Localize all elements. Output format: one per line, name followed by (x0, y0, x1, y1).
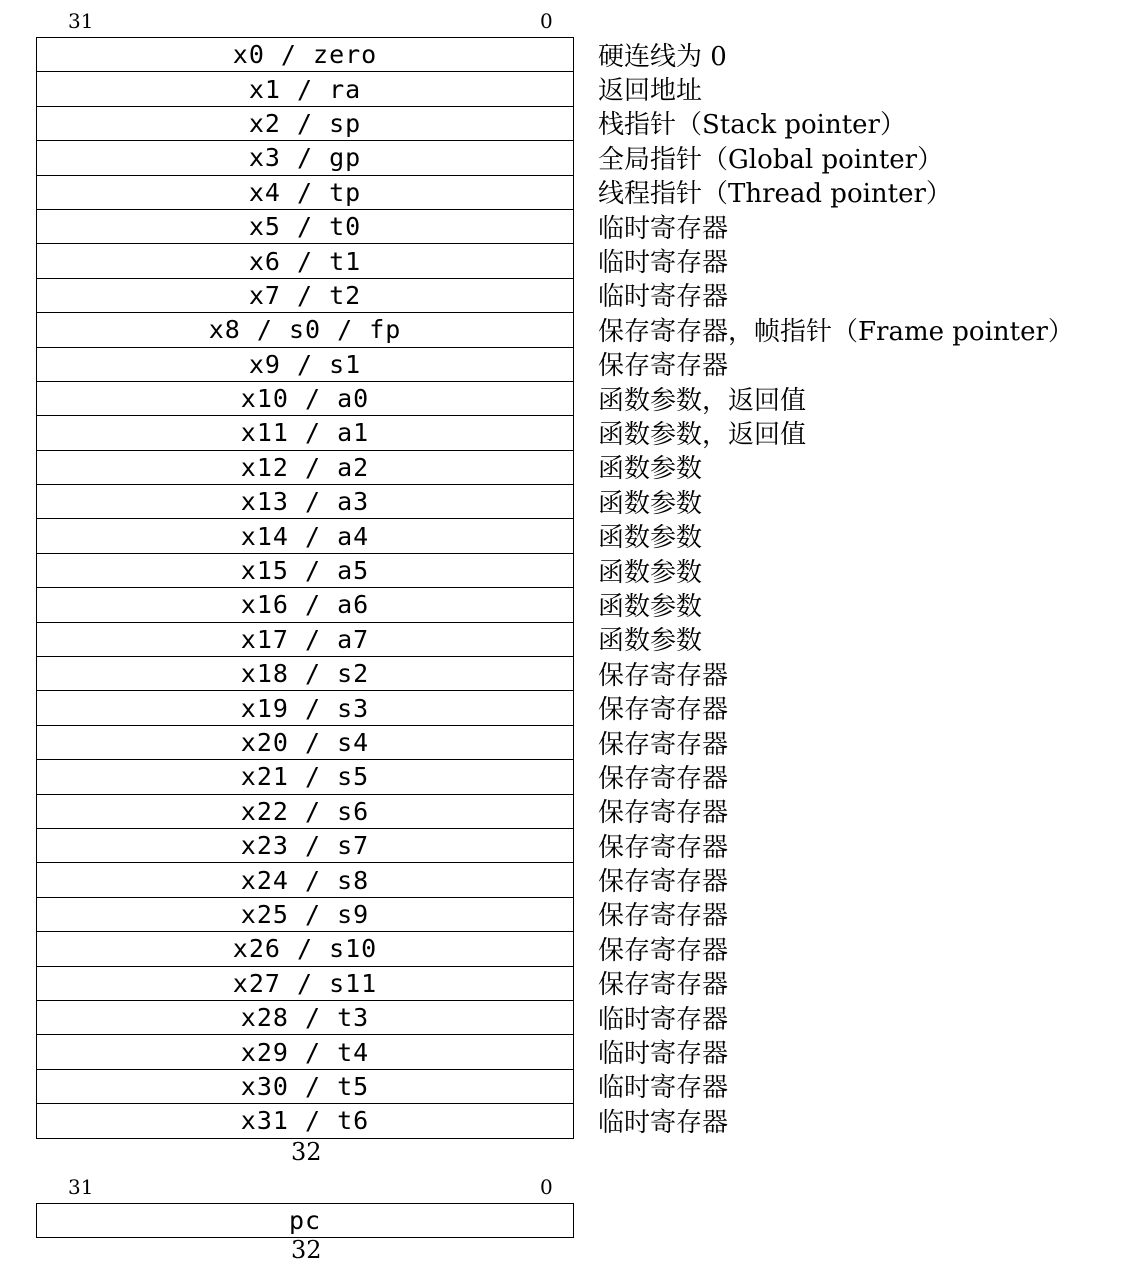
register-description: 临时寄存器 (598, 1073, 729, 1104)
register-cell: x19 / s3 (37, 691, 573, 725)
regfile-width-label: 32 (291, 1138, 322, 1166)
register-cell: x12 / a2 (37, 451, 573, 485)
register-description: 临时寄存器 (598, 248, 729, 279)
register-cell: x15 / a5 (37, 554, 573, 588)
register-cell: x23 / s7 (37, 829, 573, 863)
register-cell: x22 / s6 (37, 795, 573, 829)
register-description: 线程指针（Thread pointer） (598, 179, 952, 210)
register-cell: x26 / s10 (37, 932, 573, 966)
regfile-msb-label: 31 (68, 9, 94, 33)
register-description: 函数参数 (598, 488, 703, 519)
register-description: 返回地址 (598, 76, 703, 107)
register-cell: x25 / s9 (37, 898, 573, 932)
register-description: 保存寄存器 (598, 901, 729, 932)
register-description: 函数参数 (598, 557, 703, 588)
register-description: 保存寄存器 (598, 729, 729, 760)
register-description: 临时寄存器 (598, 213, 729, 244)
register-description: 函数参数，返回值 (598, 420, 807, 450)
register-description: 函数参数 (598, 523, 703, 554)
register-description: 保存寄存器 (598, 660, 729, 691)
register-cell: x4 / tp (37, 176, 573, 210)
register-description: 全局指针（Global pointer） (598, 144, 944, 175)
register-cell: x27 / s11 (37, 967, 573, 1001)
register-description: 保存寄存器 (598, 935, 729, 966)
register-description: 栈指针（Stack pointer） (598, 110, 906, 141)
register-description: 保存寄存器 (598, 832, 729, 863)
register-file (36, 37, 574, 1139)
register-cell: x14 / a4 (37, 519, 573, 553)
register-description: 保存寄存器 (598, 763, 729, 794)
register-description: 硬连线为 0 (598, 41, 727, 72)
pc-width-label: 32 (291, 1236, 322, 1264)
register-description: 保存寄存器，帧指针（Frame pointer） (598, 316, 1074, 347)
register-cell: x6 / t1 (37, 244, 573, 278)
register-cell: x2 / sp (37, 107, 573, 141)
register-description: 函数参数 (598, 591, 703, 622)
register-description: 保存寄存器 (598, 970, 729, 1001)
register-description: 保存寄存器 (598, 798, 729, 829)
register-cell: x21 / s5 (37, 760, 573, 794)
register-cell: x7 / t2 (37, 279, 573, 313)
register-cell: x16 / a6 (37, 588, 573, 622)
register-description: 函数参数 (598, 454, 703, 485)
register-description: 函数参数，返回值 (598, 385, 807, 416)
register-cell: x8 / s0 / fp (37, 313, 573, 347)
pc-register-cell: pc (37, 1204, 573, 1238)
register-cell: x29 / t4 (37, 1035, 573, 1069)
register-cell: x30 / t5 (37, 1070, 573, 1104)
register-cell: x20 / s4 (37, 726, 573, 760)
register-cell: x1 / ra (37, 72, 573, 106)
pc-msb-label: 31 (68, 1175, 94, 1199)
register-description: 保存寄存器 (598, 695, 729, 726)
register-cell: x11 / a1 (37, 416, 573, 450)
register-description: 临时寄存器 (598, 1107, 729, 1138)
register-cell: x28 / t3 (37, 1001, 573, 1035)
register-cell: x0 / zero (37, 38, 573, 72)
register-cell: x10 / a0 (37, 382, 573, 416)
register-description: 临时寄存器 (598, 1039, 729, 1070)
register-cell: x9 / s1 (37, 348, 573, 382)
register-description: 保存寄存器 (598, 867, 729, 898)
register-description: 函数参数 (598, 626, 703, 657)
regfile-lsb-label: 0 (540, 9, 553, 33)
register-descriptions (598, 37, 1137, 1138)
register-description: 临时寄存器 (598, 1004, 729, 1035)
register-cell: x17 / a7 (37, 623, 573, 657)
register-cell: x13 / a3 (37, 485, 573, 519)
register-description: 保存寄存器 (598, 351, 729, 382)
register-description: 临时寄存器 (598, 282, 729, 313)
register-cell: x18 / s2 (37, 657, 573, 691)
pc-register (36, 1203, 574, 1238)
register-cell: x3 / gp (37, 141, 573, 175)
pc-lsb-label: 0 (540, 1175, 553, 1199)
register-cell: x5 / t0 (37, 210, 573, 244)
register-cell: x24 / s8 (37, 863, 573, 897)
register-cell: x31 / t6 (37, 1104, 573, 1138)
